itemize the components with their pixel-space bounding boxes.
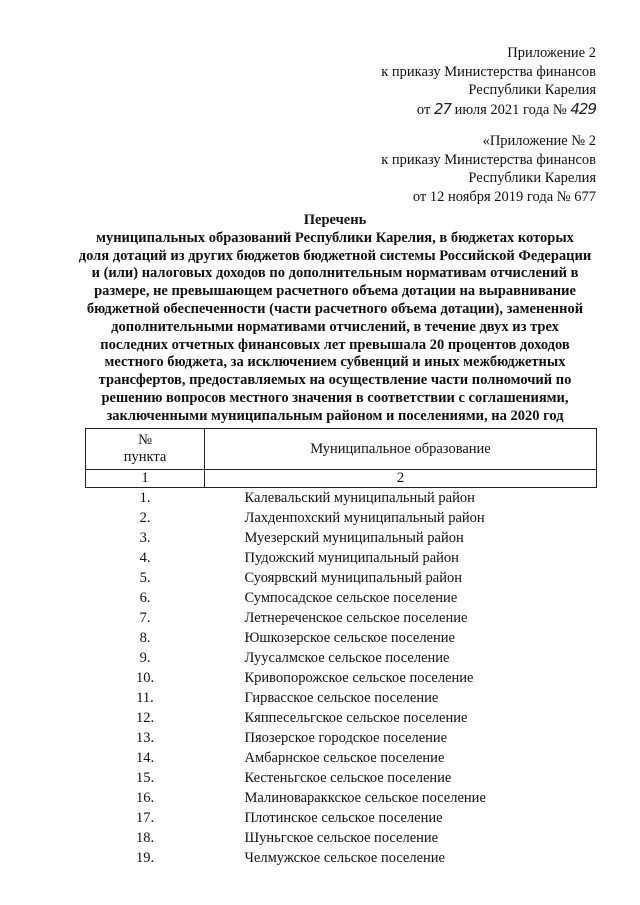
appendix-new-republic-line: Республики Карелия (468, 82, 596, 98)
row-number: 2. (139, 510, 151, 526)
row-number: 10. (135, 670, 155, 686)
row-municipality: Кривопорожское сельское поселение (244, 670, 474, 686)
row-number: 12. (135, 710, 155, 726)
appendix-new-header (381, 44, 596, 119)
appendix-new-order-line: к приказу Министерства финансов (381, 63, 596, 80)
row-municipality: Суоярвский муниципальный район (244, 570, 462, 586)
row-municipality: Юшкозерское сельское поселение (244, 630, 455, 646)
date-prefix: от (416, 101, 431, 118)
column-header-municipality: Муниципальное образование (205, 429, 597, 470)
table-row (86, 528, 597, 548)
appendix-new-title: Приложение 2 (507, 45, 596, 61)
row-number: 3. (139, 530, 151, 546)
table-row (86, 788, 597, 808)
table-index-row (86, 470, 597, 488)
column-header-number-symbol: № (138, 432, 152, 448)
table-row (86, 748, 597, 768)
row-municipality: Лахденпохский муниципальный район (244, 510, 485, 526)
title-line: доля дотаций из других бюджетов бюджетной системы Российской Федерации (78, 247, 592, 264)
title-line: и (или) налоговых доходов по дополнительным нормативам отчислений в (91, 265, 579, 282)
appendix-old-title: «Приложение № 2 (482, 133, 596, 149)
table-row (86, 588, 597, 608)
table-row (86, 548, 597, 568)
appendix-old-order-line: к приказу Министерства финансов (381, 151, 596, 168)
row-municipality: Пудожский муниципальный район (244, 550, 459, 566)
table-header-row (86, 429, 597, 470)
row-number: 14. (135, 750, 155, 766)
title-line: муниципальных образований Республики Карелия, в бюджетах которых (96, 229, 574, 246)
row-municipality: Шуньгское сельское поселение (244, 830, 439, 846)
table-row (86, 768, 597, 788)
row-number: 9. (139, 650, 151, 666)
table-row (86, 628, 597, 648)
table-row (86, 488, 597, 509)
table-row (86, 648, 597, 668)
row-number: 15. (135, 770, 155, 786)
table-row (86, 728, 597, 748)
row-municipality: Пяозерское городское поселение (244, 730, 448, 746)
row-municipality: Луусалмское сельское поселение (244, 650, 450, 666)
table-row (86, 568, 597, 588)
table-row (86, 508, 597, 528)
title-line: размере, не превышающем расчетного объема дотации на выравнивание (94, 283, 576, 300)
row-municipality: Плотинское сельское поселение (244, 810, 443, 826)
table-row (86, 808, 597, 828)
row-municipality: Летнереченское сельское поселение (244, 610, 468, 626)
row-number: 8. (139, 630, 151, 646)
row-number: 6. (139, 590, 151, 606)
title-line: решению вопросов местного значения в соответствии с соглашениями, (101, 389, 569, 406)
row-municipality: Сумпосадское сельское поселение (244, 590, 458, 606)
municipalities-table (85, 428, 597, 868)
row-municipality: Малиновараккское сельское поселение (244, 790, 486, 806)
handwritten-day: 27 (433, 99, 452, 118)
table-row (86, 608, 597, 628)
row-municipality: Кестеньгское сельское поселение (244, 770, 452, 786)
title-line: последних отчетных финансовых лет превышала 20 процентов доходов (100, 336, 570, 353)
row-number: 1. (139, 490, 151, 506)
column-index-1: 1 (86, 470, 205, 488)
row-number: 16. (135, 790, 155, 806)
column-header-number-label: пункта (123, 449, 167, 465)
title-line: дополнительными нормативами отчислений, в течение двух из трех (111, 318, 559, 335)
row-number: 5. (139, 570, 151, 586)
row-number: 17. (135, 810, 155, 826)
row-municipality: Кяппесельгское сельское поселение (244, 710, 468, 726)
table-row (86, 708, 597, 728)
appendix-old-header (381, 132, 596, 206)
row-number: 13. (135, 730, 155, 746)
column-index-2: 2 (205, 470, 597, 488)
row-municipality: Калевальский муниципальный район (244, 490, 475, 506)
row-municipality: Гирвасское сельское поселение (244, 690, 439, 706)
title-line: бюджетной обеспеченности (части расчетного объема дотации), замененной (86, 300, 584, 317)
row-number: 7. (139, 610, 151, 626)
row-municipality: Муезерский муниципальный район (244, 530, 464, 546)
table-row (86, 688, 597, 708)
date-rest: июля 2021 года № (454, 101, 567, 118)
handwritten-number: 429 (570, 99, 596, 118)
appendix-new-date-line (381, 100, 596, 120)
title-line: трансфертов, предоставляемых на осуществление части полномочий по (98, 372, 572, 389)
row-municipality: Амбарнское сельское поселение (244, 750, 445, 766)
appendix-old-date-line: от 12 ноября 2019 года № 677 (412, 188, 596, 205)
table-row (86, 668, 597, 688)
column-header-number (86, 429, 205, 470)
table-row (86, 828, 597, 848)
document-title (40, 212, 630, 426)
row-number: 4. (139, 550, 151, 566)
row-number: 18. (135, 830, 155, 846)
row-municipality: Челмужское сельское поселение (244, 850, 445, 866)
row-number: 11. (136, 690, 154, 706)
title-line: местного бюджета, за исключением субвенций и иных межбюджетных (104, 354, 566, 371)
title-line: заключенными муниципальным районом и поселениями, на 2020 год (106, 407, 564, 424)
appendix-old-republic-line: Республики Карелия (468, 170, 596, 186)
row-number: 19. (135, 850, 155, 866)
table-row (86, 848, 597, 868)
title-heading: Перечень (303, 212, 367, 228)
